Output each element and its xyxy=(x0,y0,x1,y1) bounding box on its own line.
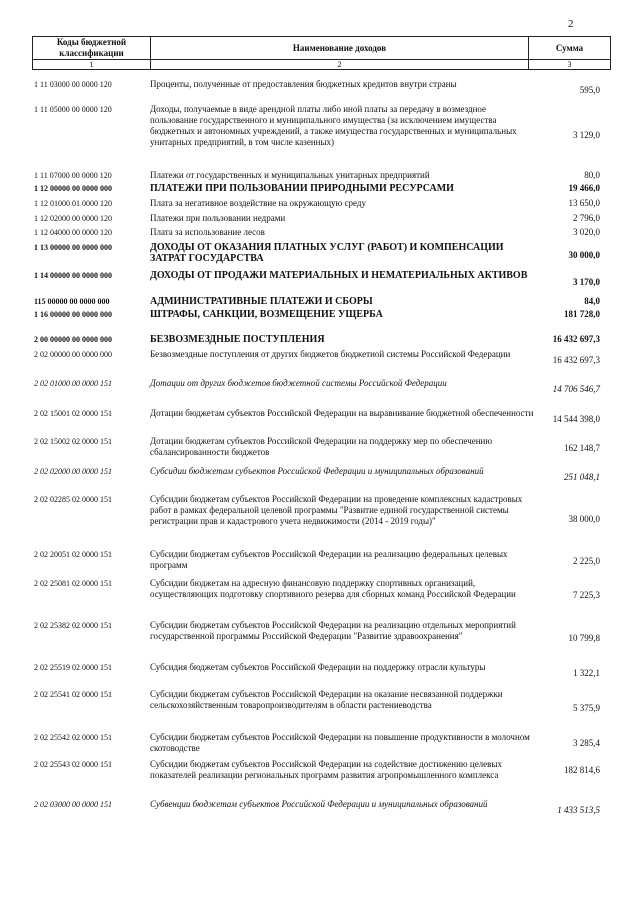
budget-code: 2 02 25081 02 0000 151 xyxy=(34,579,112,588)
income-name: ДОХОДЫ ОТ ОКАЗАНИЯ ПЛАТНЫХ УСЛУГ (РАБОТ) И КОМПЕНСАЦИИ ЗАТРАТ ГОСУДАРСТВА xyxy=(150,242,504,264)
amount: 2 796,0 xyxy=(573,213,600,223)
amount: 3 285,4 xyxy=(573,738,600,748)
income-name: Субсидии бюджетам субъектов Российской Федерации на реализацию федеральных целевых программ xyxy=(150,549,508,570)
budget-code: 2 02 25542 02 0000 151 xyxy=(34,733,112,742)
amount: 38 000,0 xyxy=(568,514,600,524)
budget-code: 1 11 03000 00 0000 120 xyxy=(34,80,112,89)
amount: 13 650,0 xyxy=(568,198,600,208)
income-name: Плата за использование лесов xyxy=(150,227,265,237)
budget-code: 2 02 15002 02 0000 151 xyxy=(34,437,112,446)
budget-code: 1 13 00000 00 0000 000 xyxy=(34,243,112,252)
budget-code: 2 00 00000 00 0000 000 xyxy=(34,335,112,344)
income-name: Дотации бюджетам субъектов Российской Федерации на выравнивание бюджетной обеспеченности xyxy=(150,408,534,418)
income-name: Субсидии бюджетам на адресную финансовую поддержку спортивных организаций, осуществляющих подготовку спортивного резерва для сборных команд Российской Федерации xyxy=(150,578,516,599)
budget-code: 1 12 00000 00 0000 000 xyxy=(34,184,112,193)
amount: 16 432 697,3 xyxy=(552,355,600,365)
page-number: 2 xyxy=(568,18,574,30)
budget-code: 2 02 15001 02 0000 151 xyxy=(34,409,112,418)
income-name: Субсидии бюджетам субъектов Российской Федерации на оказание несвязанной поддержки сельскохозяйственным товаропроизводителям в области растениеводства xyxy=(150,689,503,710)
amount: 3 129,0 xyxy=(573,130,600,140)
amount: 14 544 398,0 xyxy=(552,414,600,424)
header-num-2: 2 xyxy=(151,60,529,70)
amount: 182 814,6 xyxy=(564,765,600,775)
budget-code: 2 02 25541 02 0000 151 xyxy=(34,690,112,699)
amount: 30 000,0 xyxy=(568,250,600,260)
amount: 3 020,0 xyxy=(573,227,600,237)
amount: 19 466,0 xyxy=(568,183,600,193)
budget-code: 1 16 00000 00 0000 000 xyxy=(34,310,112,319)
income-name: Субвенции бюджетам субъектов Российской Федерации и муниципальных образований xyxy=(150,799,488,809)
budget-code: 1 12 01000 01 0000 120 xyxy=(34,199,112,208)
income-name: БЕЗВОЗМЕЗДНЫЕ ПОСТУПЛЕНИЯ xyxy=(150,334,325,345)
amount: 181 728,0 xyxy=(564,309,600,319)
amount: 16 432 697,3 xyxy=(552,334,600,344)
budget-code: 1 14 00000 00 0000 000 xyxy=(34,271,112,280)
amount: 84,0 xyxy=(584,296,600,306)
income-name: Субсидии бюджетам субъектов Российской Федерации на содействие достижению целевых показателей реализации региональных программ развития агропромышленного комплекса xyxy=(150,759,502,780)
amount: 80,0 xyxy=(584,170,600,180)
amount: 595,0 xyxy=(579,85,600,95)
amount: 251 048,1 xyxy=(564,472,600,482)
income-name: Субсидии бюджетам субъектов Российской Федерации на повышение продуктивности в молочном скотоводстве xyxy=(150,732,530,753)
amount: 162 148,7 xyxy=(564,443,600,453)
income-name: Проценты, полученные от предоставления бюджетных кредитов внутри страны xyxy=(150,79,457,89)
income-name: Плата за негативное воздействие на окружающую среду xyxy=(150,198,366,208)
budget-code: 2 02 25382 02 0000 151 xyxy=(34,621,112,630)
budget-code: 2 02 20051 02 0000 151 xyxy=(34,550,112,559)
header-names: Наименование доходов xyxy=(151,37,529,60)
amount: 3 170,0 xyxy=(573,277,600,287)
income-name: ШТРАФЫ, САНКЦИИ, ВОЗМЕЩЕНИЕ УЩЕРБА xyxy=(150,309,383,320)
header-amount: Сумма xyxy=(529,37,611,60)
income-name: Субсидии бюджетам субъектов Российской Федерации на проведение комплексных кадастровых работ в рамках федеральной целевой программы "Развитие единой государственной системы регистрации прав и кадастрового учета недвижимости (2014 - 2019 годы)" xyxy=(150,494,523,526)
income-name: Субсидии бюджетам субъектов Российской Федерации и муниципальных образований xyxy=(150,466,484,476)
budget-code: 1 11 07000 00 0000 120 xyxy=(34,171,112,180)
budget-code: 2 02 00000 00 0000 000 xyxy=(34,350,112,359)
budget-code: 2 02 02000 00 0000 151 xyxy=(34,467,112,476)
income-name: ПЛАТЕЖИ ПРИ ПОЛЬЗОВАНИИ ПРИРОДНЫМИ РЕСУРСАМИ xyxy=(150,183,454,194)
budget-code: 2 02 03000 00 0000 151 xyxy=(34,800,112,809)
amount: 1 433 513,5 xyxy=(557,805,600,815)
income-name: Платежи при пользовании недрами xyxy=(150,213,286,223)
header-num-1: 1 xyxy=(33,60,151,70)
budget-code: 2 02 25519 02 0000 151 xyxy=(34,663,112,672)
amount: 2 225,0 xyxy=(573,556,600,566)
income-name: Дотации бюджетам субъектов Российской Федерации на поддержку мер по обеспечению сбалансированности бюджетов xyxy=(150,436,493,457)
budget-code: 2 02 02285 02 0000 151 xyxy=(34,495,112,504)
amount: 1 322,1 xyxy=(573,668,600,678)
budget-code: 2 02 01000 00 0000 151 xyxy=(34,379,112,388)
budget-code: 1 11 05000 00 0000 120 xyxy=(34,105,112,114)
header-codes: Коды бюджетной классификации xyxy=(33,37,151,60)
amount: 7 225,3 xyxy=(573,590,600,600)
income-name: Дотации от других бюджетов бюджетной системы Российской Федерации xyxy=(150,378,447,388)
income-name: ДОХОДЫ ОТ ПРОДАЖИ МАТЕРИАЛЬНЫХ И НЕМАТЕРИАЛЬНЫХ АКТИВОВ xyxy=(150,270,528,281)
income-name: АДМИНИСТРАТИВНЫЕ ПЛАТЕЖИ И СБОРЫ xyxy=(150,296,373,307)
amount: 10 799,8 xyxy=(568,633,600,643)
income-name: Доходы, получаемые в виде арендной платы либо иной платы за передачу в возмездное пользование государственного и муниципального имущества (за исключением имущества бюджетных и автономных учреждений, а также имущества государственных и муниципальных унитарных предприятий, в том числе казенных) xyxy=(150,104,517,147)
header-num-3: 3 xyxy=(529,60,611,70)
budget-code: 1 12 02000 00 0000 120 xyxy=(34,214,112,223)
amount: 5 375,9 xyxy=(573,703,600,713)
income-name: Безвозмездные поступления от других бюджетов бюджетной системы Российской Федерации xyxy=(150,349,511,359)
amount: 14 706 546,7 xyxy=(552,384,600,394)
budget-code: 1 12 04000 00 0000 120 xyxy=(34,228,112,237)
income-name: Субсидия бюджетам субъектов Российской Федерации на поддержку отрасли культуры xyxy=(150,662,486,672)
budget-code: 2 02 25543 02 0000 151 xyxy=(34,760,112,769)
income-name: Платежи от государственных и муниципальных унитарных предприятий xyxy=(150,170,430,180)
income-name: Субсидии бюджетам субъектов Российской Федерации на реализацию отдельных мероприятий государственной программы Российской Федерации "Развитие здравоохранения" xyxy=(150,620,516,641)
budget-code: 115 00000 00 0000 000 xyxy=(34,297,110,306)
